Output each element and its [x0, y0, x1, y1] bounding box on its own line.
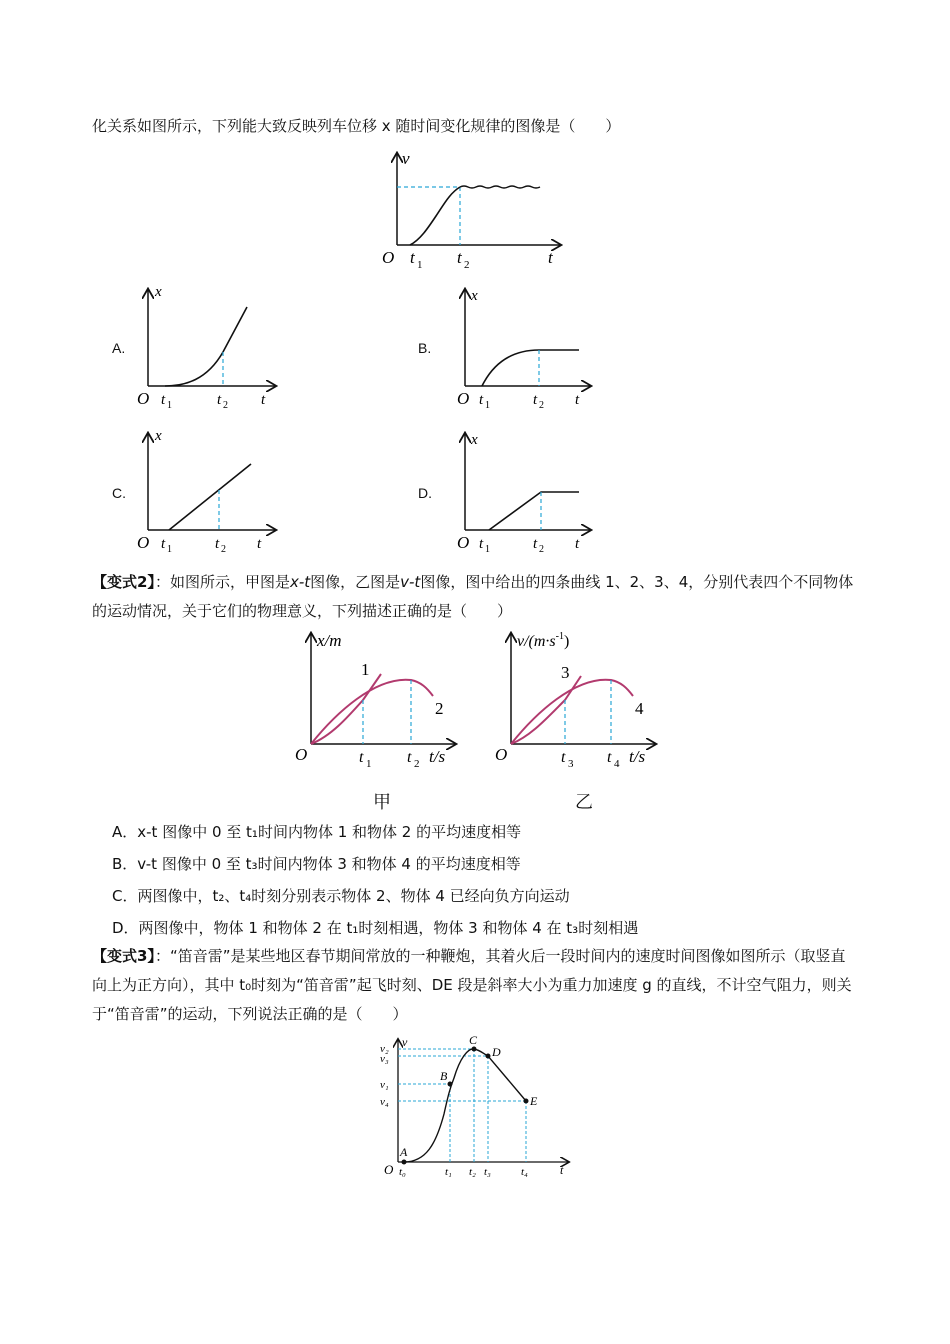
- option-a-graph: [135, 282, 285, 412]
- option-c-label[interactable]: C.: [112, 485, 126, 501]
- option-c-graph: [135, 426, 285, 556]
- svg-text:O: O: [457, 389, 470, 408]
- q3-stem: 【变式3】：“笛音雷”是某些地区春节期间常放的一种鞭炮，其着火后一段时间内的速度时间图像如图所示（取竖直向上为正方向），其中 t₀时刻为“笛音雷”起飞时刻、DE 段是斜率大小为重力加速度 g 的直线，不计空气阻力，则关于“笛音雷”的运动，下列说法正确的是（ ）: [92, 947, 852, 1023]
- svg-text:t: t: [561, 749, 566, 766]
- svg-text:t: t: [575, 536, 580, 552]
- svg-text:x: x: [155, 428, 162, 444]
- svg-text:t: t: [161, 536, 166, 552]
- svg-text:4: 4: [614, 758, 620, 770]
- svg-text:t₃: t₃: [484, 1166, 491, 1178]
- svg-text:2: 2: [464, 259, 470, 271]
- svg-text:3: 3: [561, 663, 570, 682]
- option-a-label[interactable]: A.: [112, 340, 126, 356]
- svg-text:t: t: [215, 536, 220, 552]
- q2-choice-a[interactable]: A．x-t 图像中 0 至 t₁时间内物体 1 和物体 2 的平均速度相等: [112, 823, 522, 841]
- svg-text:t: t: [217, 392, 222, 408]
- svg-text:2: 2: [221, 544, 226, 555]
- svg-text:1: 1: [366, 758, 372, 770]
- svg-text:t: t: [607, 749, 612, 766]
- svg-text:1: 1: [485, 544, 490, 555]
- svg-text:t: t: [548, 248, 553, 267]
- svg-text:v₂: v₂: [380, 1043, 389, 1055]
- svg-text:3: 3: [568, 758, 574, 770]
- svg-text:1: 1: [417, 259, 423, 271]
- svg-text:t: t: [457, 248, 462, 267]
- svg-text:t: t: [575, 392, 580, 408]
- option-d-graph: [455, 426, 605, 556]
- svg-text:t: t: [479, 392, 484, 408]
- q1-main-v-label: v: [402, 149, 410, 168]
- svg-text:t: t: [533, 536, 538, 552]
- svg-text:t: t: [257, 536, 262, 552]
- svg-text:4: 4: [635, 699, 644, 718]
- svg-text:x: x: [155, 284, 162, 300]
- svg-text:1: 1: [485, 400, 490, 411]
- svg-text:1: 1: [167, 544, 172, 555]
- svg-text:t: t: [407, 749, 412, 766]
- svg-text:v/(m·s-1): $v/(m\cdot s^{-1})$: [517, 631, 570, 650]
- svg-text:O: O: [382, 248, 395, 267]
- svg-text:O: O: [457, 533, 470, 552]
- svg-text:t₁: t₁: [445, 1166, 452, 1178]
- q2-fig-left: [295, 628, 460, 778]
- svg-text:O: O: [137, 533, 150, 552]
- svg-text:1: 1: [361, 660, 370, 679]
- svg-text:2: 2: [539, 544, 544, 555]
- svg-text:A: A: [400, 1145, 408, 1159]
- q2-choice-b[interactable]: B．v-t 图像中 0 至 t₃时间内物体 3 和物体 4 的平均速度相等: [112, 855, 521, 873]
- svg-text:x: x: [471, 432, 478, 448]
- q2-choice-d[interactable]: D．两图像中，物体 1 和物体 2 在 t₁时刻相遇，物体 3 和物体 4 在 t₃时刻相遇: [112, 919, 639, 937]
- svg-text:t: t: [479, 536, 484, 552]
- svg-text:O: O: [384, 1162, 394, 1177]
- svg-text:t: t: [533, 392, 538, 408]
- svg-text:E: E: [530, 1094, 538, 1108]
- svg-text:t₄: t₄: [521, 1166, 528, 1178]
- svg-text:t: t: [359, 749, 364, 766]
- svg-text:O: O: [295, 745, 308, 764]
- q2-stem: 【变式2】：如图所示，甲图是x-t图像，乙图是v-t图像，图中给出的四条曲线 1、2、3、4，分别代表四个不同物体的运动情况，关于它们的物理意义，下列描述正确的是（ ）: [92, 573, 854, 620]
- q1-intro: 化关系如图所示，下列能大致反映列车位移 x 随时间变化规律的图像是（ ）: [92, 117, 621, 135]
- svg-text:2: 2: [223, 400, 228, 411]
- svg-text:t: t: [410, 248, 415, 267]
- svg-text:t: t: [161, 392, 166, 408]
- svg-text:t₀: t₀: [399, 1166, 406, 1178]
- q2-caption-jia: 甲: [373, 792, 391, 813]
- svg-text:O: O: [137, 389, 150, 408]
- svg-text:2: 2: [414, 758, 420, 770]
- svg-text:x/m: x/m: [317, 631, 342, 650]
- svg-text:D: D: [492, 1045, 501, 1059]
- svg-text:2: 2: [539, 400, 544, 411]
- q3-graph: [378, 1034, 578, 1179]
- q2-fig-right: [495, 628, 660, 778]
- svg-text:1: 1: [167, 400, 172, 411]
- q2-choice-c[interactable]: C．两图像中，t₂、t₄时刻分别表示物体 2、物体 4 已经向负方向运动: [112, 887, 570, 905]
- svg-text:2: 2: [435, 699, 444, 718]
- svg-text:B: B: [440, 1069, 448, 1083]
- svg-text:C: C: [469, 1033, 478, 1047]
- option-b-label[interactable]: B.: [418, 340, 432, 356]
- q2-caption-yi: 乙: [575, 792, 593, 813]
- svg-text:v: v: [402, 1035, 408, 1049]
- svg-text:v₁: v₁: [380, 1079, 389, 1091]
- q1-main-graph: [380, 148, 570, 273]
- svg-text:t: t: [560, 1163, 564, 1177]
- svg-text:t: t: [261, 392, 266, 408]
- option-d-label[interactable]: D.: [418, 485, 432, 501]
- svg-text:t/s: t/s: [629, 747, 646, 766]
- svg-text:t/s: t/s: [429, 747, 446, 766]
- svg-text:t₂: t₂: [469, 1166, 476, 1178]
- svg-text:v₄: v₄: [380, 1096, 389, 1108]
- svg-text:x: x: [471, 288, 478, 304]
- svg-text:O: O: [495, 745, 508, 764]
- option-b-graph: [455, 282, 605, 412]
- svg-text:v₃: v₃: [380, 1053, 389, 1065]
